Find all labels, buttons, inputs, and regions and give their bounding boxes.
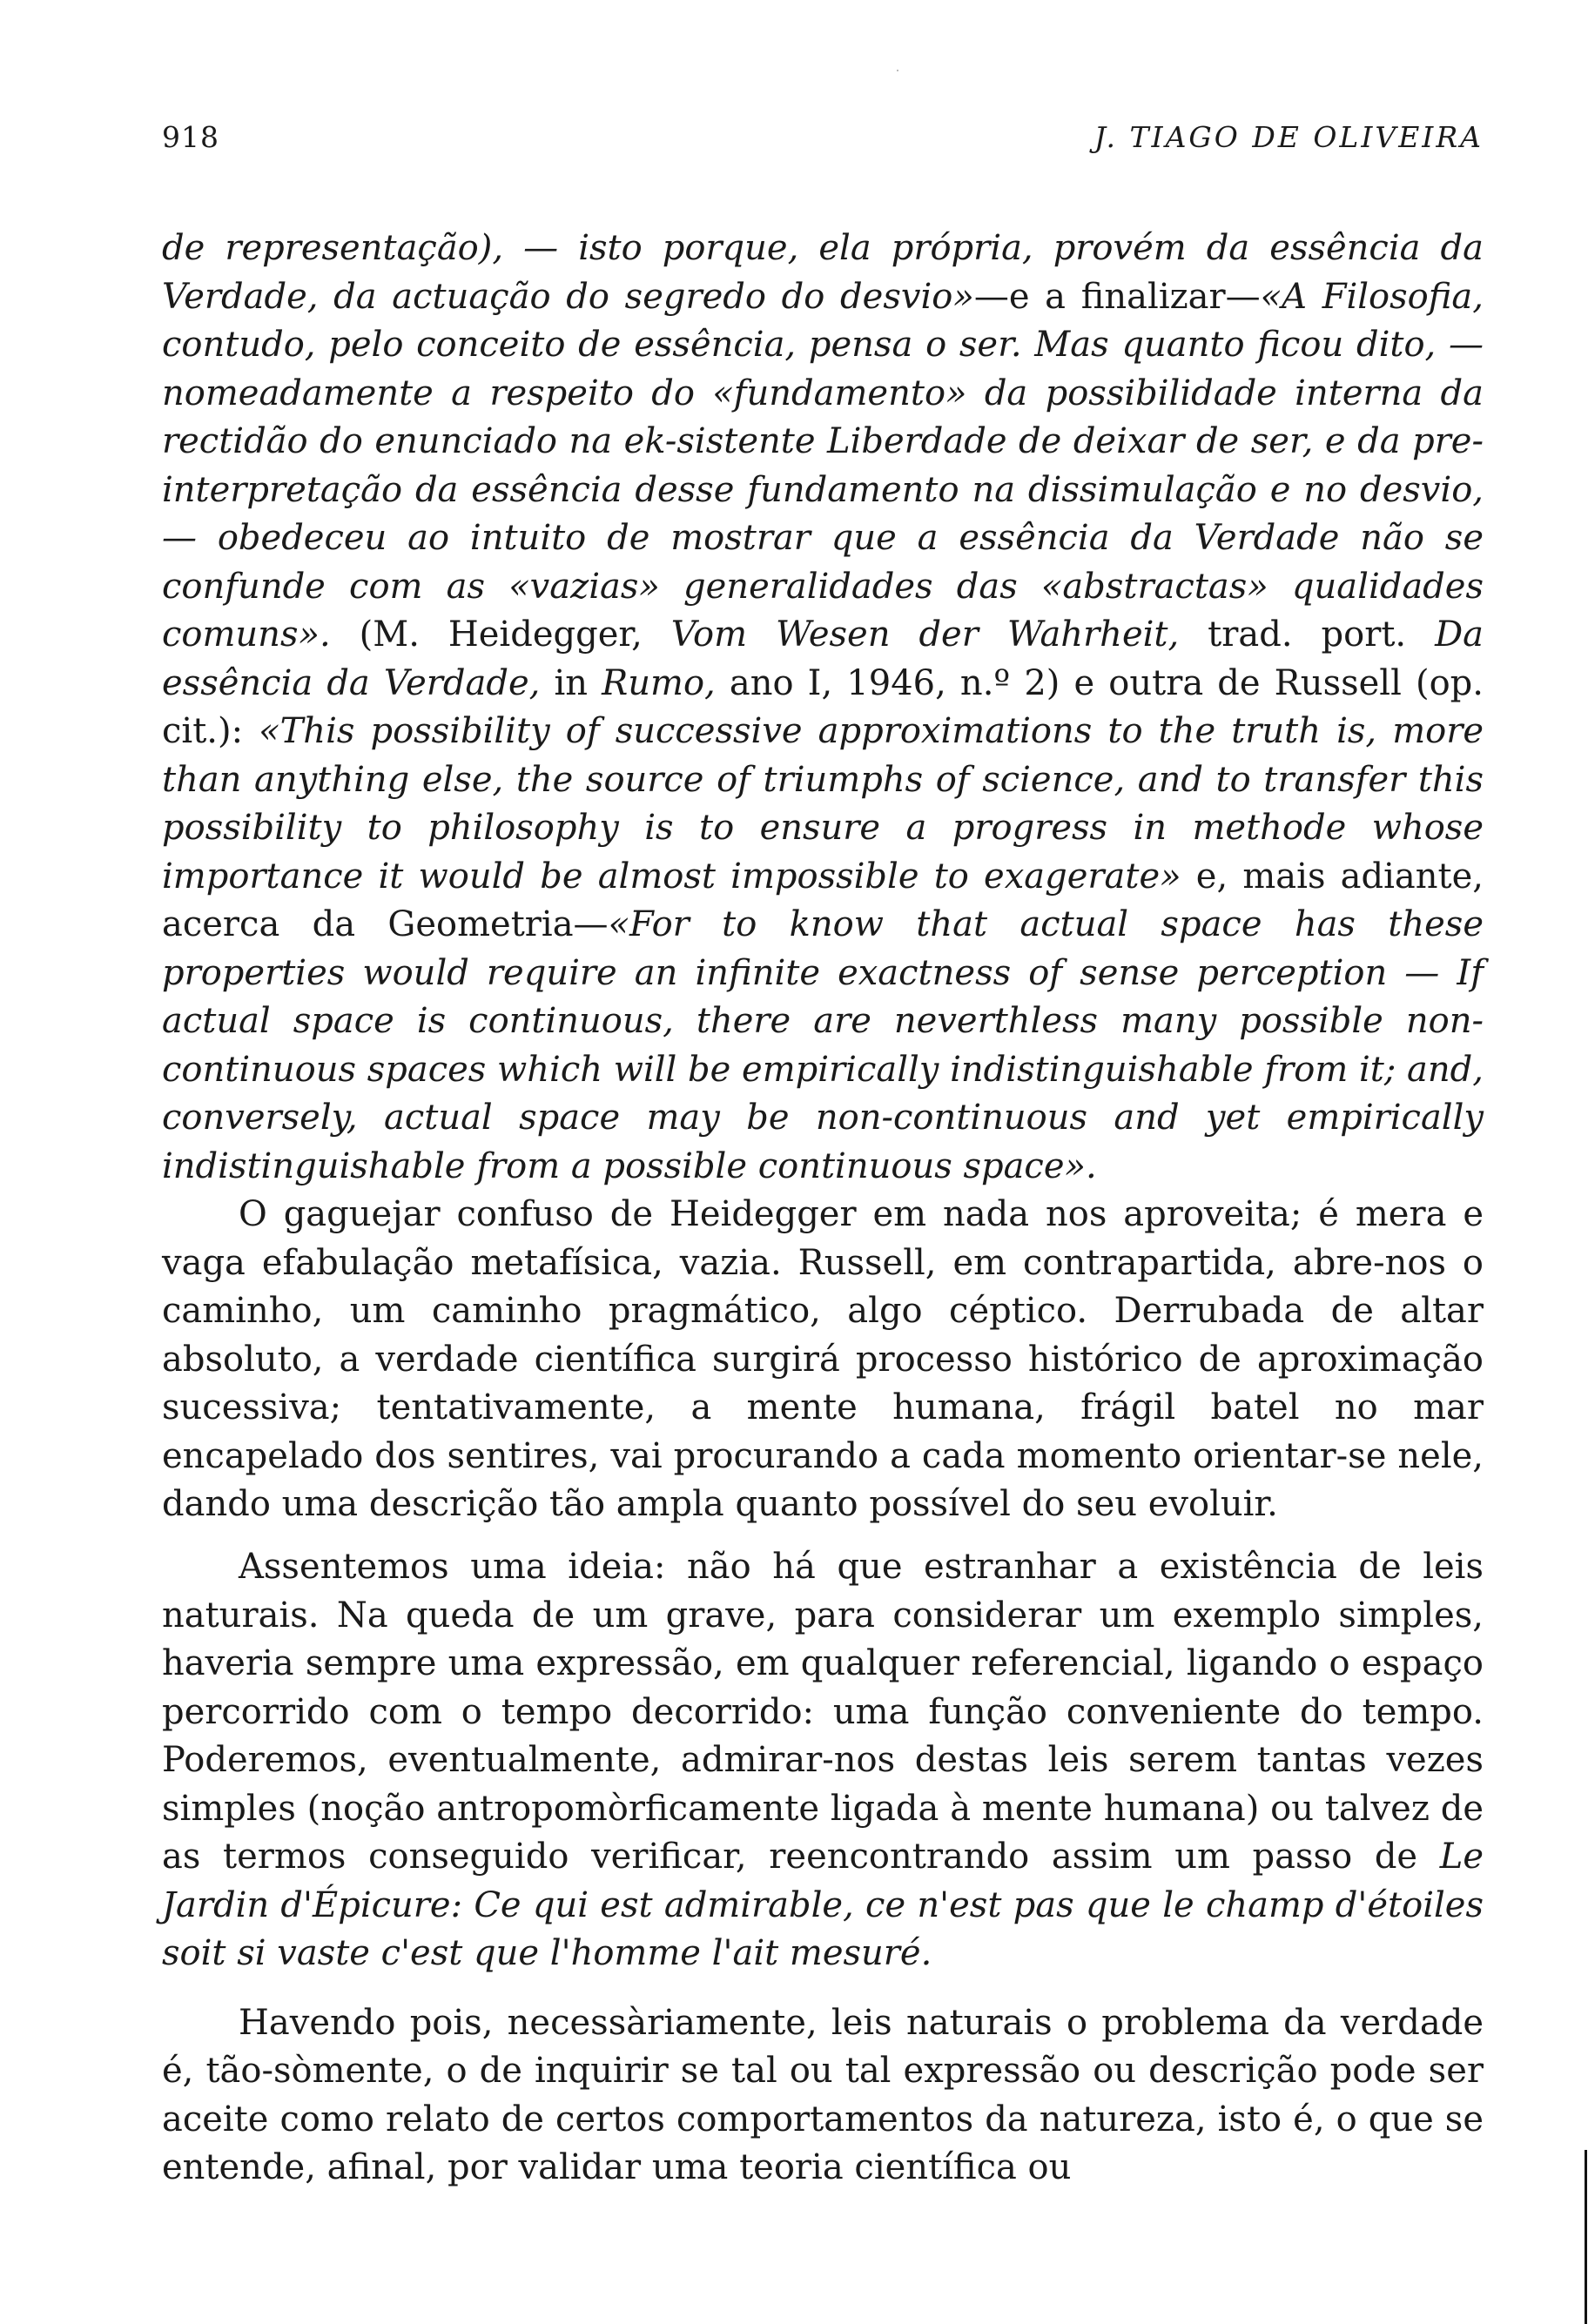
paragraph-2: O gaguejar confuso de Heidegger em nada nos aproveita; é mera e vaga efabulação metafísica, vazia. Russell, em contrapartida, abre-nos o caminho, um caminho pragmático, algo céptico. Derrubada de altar absoluto, a verdade científica surgirá processo histórico de aproximação sucessiva; tentativamente, a mente humana, frágil batel no mar encapelado dos sentires, vai procurando a cada momento orientar-se nele, dando uma descrição tão ampla quanto possível do seu evoluir.	[162, 1194, 1484, 1524]
italic-text-run: «This possibility of successive approximations to the truth is, more than anything else, the source of triumphs of science, and to transfer this possibility to philosophy is to ensure a progress in methode whose importance it would be almost impossible to exagerate»	[162, 711, 1484, 897]
italic-text-run: «A Filosofia, contudo, pelo conceito de essência, pensa o ser. Mas quanto ficou dito, — nomeadamente a respeito do «fundamento» da possibilidade interna da rectidão do enunciado na ek-sistente Liberdade de deixar de ser, e da pre-interpretação da essência desse fundamento na dissimulação e no desvio, — obedeceu ao intuito de mostrar que a essência da Verdade não se confunde com as «vazias» generalidades das «abstractas» qualidades comuns».	[162, 276, 1484, 655]
italic-text-run: Da essência da Verdade,	[162, 615, 1484, 703]
italic-text-run: Vom Wesen der Wahrheit,	[670, 615, 1180, 655]
text-block-bottom	[162, 1543, 1484, 2193]
text-run: —e a finalizar—	[973, 276, 1261, 317]
italic-text-run: de representação), — isto porque, ela própria, provém da essência da Verdade, da actuação do segredo do desvio»	[162, 228, 1484, 317]
paragraph-3	[162, 1543, 1484, 1978]
running-title: J. TIAGO DE OLIVEIRA	[1093, 120, 1484, 154]
paragraph-4: Havendo pois, necessàriamente, leis naturais o problema da verdade é, tão-sòmente, o de inquirir se tal ou tal expressão ou descrição pode ser aceite como relato de certos comportamentos da natureza, isto é, o que se entende, afinal, por validar uma teoria científica ou	[162, 2002, 1484, 2187]
page-number: 918	[162, 120, 219, 154]
text-run: (M. Heidegger,	[330, 615, 671, 655]
scan-edge-mark	[1585, 2150, 1587, 2324]
text-run: trad. port.	[1179, 615, 1436, 655]
text-run: Assentemos uma ideia: não há que estranhar a existência de leis naturais. Na queda de um grave, para considerar um exemplo simples, haveria sempre uma expressão, em qualquer referencial, ligando o espaço percorrido com o tempo decorrido: uma função conveniente do tempo. Poderemos, eventualmente, admirar-nos destas leis serem tantas vezes simples (noção antropomòrficamente ligada à mente humana) ou talvez de as termos conseguido verificar, reencontrando assim um passo de	[162, 1547, 1484, 1877]
text-run: in	[540, 662, 602, 703]
text-block-top	[162, 225, 1484, 1529]
scan-speck	[897, 70, 898, 71]
text-run: ano I, 1946, n.º 2) e outra de Russell (op. cit.):	[162, 662, 1484, 751]
italic-text-run: Rumo,	[602, 662, 716, 703]
paragraph-1	[162, 225, 1484, 1191]
italic-text-run: «For to know that actual space has these properties would require an infinite exactness of sense perception — If actual space is continuous, there are neverthless many possible non-continuous spaces which will be empirically indistinguishable from it; and, conversely, actual space may be non-continuous and yet empirically indistinguishable from a possible continuous space».	[162, 904, 1484, 1186]
italic-text-run: Le Jardin d'Épicure: Ce qui est admirable, ce n'est pas que le champ d'étoiles soit si vaste c'est que l'homme l'ait mesuré.	[162, 1837, 1484, 1973]
page-header	[162, 120, 1484, 164]
text-run: e, mais adiante, acerca da Geometria—	[162, 856, 1484, 944]
